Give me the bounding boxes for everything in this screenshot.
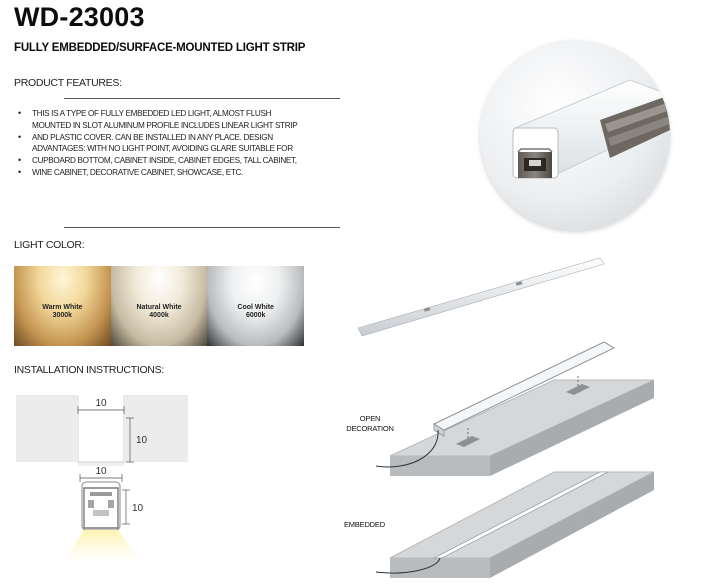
feature-line: ADVANTAGES: WITH NO LIGHT POINT, AVOIDING GLARE SUITABLE FOR [32, 144, 293, 154]
swatch-name: Cool White [237, 303, 274, 311]
slot-width-label: 10 [95, 398, 107, 409]
feature-line: • WINE CABINET, DECORATIVE CABINET, SHOWCASE, ETC. [16, 167, 376, 179]
light-strip-bar-image [352, 254, 612, 344]
swatch-natural-white [111, 266, 208, 346]
features-heading: PRODUCT FEATURES: [14, 77, 122, 89]
slot-depth-label: 10 [136, 435, 148, 446]
light-color-heading: LIGHT COLOR: [14, 239, 85, 251]
embedded-mount-diagram [368, 466, 658, 586]
profile-width-label: 10 [95, 466, 107, 477]
embedded-label: EMBEDDED [344, 520, 385, 529]
surface-mount-label: OPEN DECORATION [346, 414, 394, 433]
profile-height-label: 10 [132, 503, 144, 514]
swatch-name: Natural White [136, 303, 182, 311]
feature-line: MOUNTED IN SLOT ALUMINUM PROFILE INCLUDES LINEAR LIGHT STRIP [32, 120, 298, 130]
features-list [16, 108, 376, 179]
swatch-name: Warm White [42, 303, 83, 311]
surface-mount-diagram [368, 336, 658, 476]
installation-diagram [12, 392, 192, 572]
swatch-temperature: 3000k [52, 312, 73, 319]
product-closeup-image [480, 40, 670, 230]
swatch-temperature: 4000k [149, 312, 169, 319]
swatch-temperature: 6000k [245, 312, 266, 319]
feature-line: • AND PLASTIC COVER. CAN BE INSTALLED IN ANY PLACE. DESIGN [16, 132, 376, 144]
features-top-divider [64, 98, 340, 99]
swatch-cool-white [207, 266, 304, 346]
feature-line: • CUPBOARD BOTTOM, CABINET INSIDE, CABINET EDGES, TALL CABINET, [16, 155, 376, 167]
swatch-warm-white [14, 266, 111, 346]
light-color-swatches [14, 266, 304, 346]
product-name-subtitle: FULLY EMBEDDED/SURFACE-MOUNTED LIGHT STRIP [14, 42, 306, 54]
installation-heading: INSTALLATION INSTRUCTIONS: [14, 364, 164, 376]
product-model-title: WD-23003 [14, 2, 145, 32]
features-bottom-divider [64, 227, 340, 228]
feature-line: • THIS IS A TYPE OF FULLY EMBEDDED LED LIGHT, ALMOST FLUSH [16, 108, 376, 120]
